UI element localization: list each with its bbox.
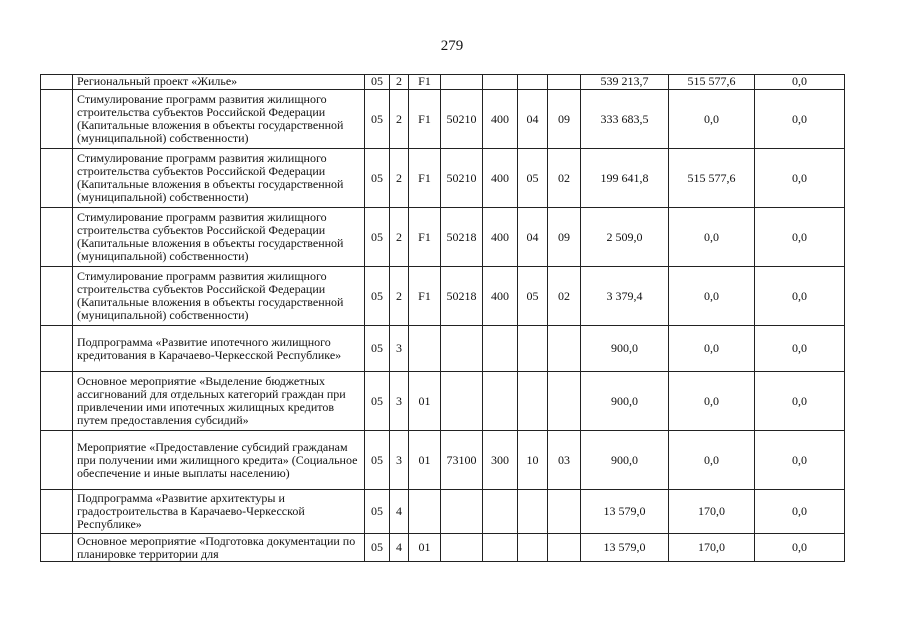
amount-year-2: 170,0 [669, 534, 755, 562]
code-event: F1 [409, 149, 441, 208]
code-direction [441, 75, 483, 90]
code-direction: 73100 [441, 431, 483, 490]
amount-year-1: 900,0 [581, 431, 669, 490]
table-row [41, 149, 845, 208]
amount-year-2: 515 577,6 [669, 149, 755, 208]
row-name: Стимулирование программ развития жилищного строительства субъектов Российской Федерации (Капитальные вложения в объекты государственной (муниципальной) собственности) [73, 267, 365, 326]
code-subprogram: 2 [390, 149, 409, 208]
amount-year-2: 0,0 [669, 326, 755, 372]
amount-year-2: 515 577,6 [669, 75, 755, 90]
row-name: Подпрограмма «Развитие ипотечного жилищного кредитования в Карачаево-Черкесской Республике» [73, 326, 365, 372]
code-expense-type: 400 [483, 149, 518, 208]
table-row [41, 208, 845, 267]
code-section: 10 [518, 431, 548, 490]
row-name: Основное мероприятие «Подготовка документации по планировке территории для [73, 534, 365, 562]
row-name: Стимулирование программ развития жилищного строительства субъектов Российской Федерации (Капитальные вложения в объекты государственной (муниципальной) собственности) [73, 149, 365, 208]
code-program: 05 [365, 326, 390, 372]
row-name: Мероприятие «Предоставление субсидий гражданам при получении ими жилищного кредита» (Социальное обеспечение и иные выплаты населению) [73, 431, 365, 490]
code-program: 05 [365, 149, 390, 208]
code-subsection [548, 326, 581, 372]
amount-year-2: 0,0 [669, 267, 755, 326]
code-event: 01 [409, 372, 441, 431]
code-section [518, 75, 548, 90]
row-number-cell [41, 208, 73, 267]
amount-year-2: 0,0 [669, 90, 755, 149]
amount-year-1: 13 579,0 [581, 534, 669, 562]
page-number: 279 [440, 38, 464, 54]
amount-year-3: 0,0 [755, 490, 845, 534]
row-number-cell [41, 534, 73, 562]
code-expense-type: 400 [483, 267, 518, 326]
code-expense-type [483, 326, 518, 372]
code-direction [441, 490, 483, 534]
row-number-cell [41, 90, 73, 149]
amount-year-1: 900,0 [581, 326, 669, 372]
code-subprogram: 3 [390, 326, 409, 372]
amount-year-3: 0,0 [755, 90, 845, 149]
code-program: 05 [365, 75, 390, 90]
code-subsection: 02 [548, 267, 581, 326]
code-section [518, 326, 548, 372]
code-program: 05 [365, 490, 390, 534]
amount-year-1: 3 379,4 [581, 267, 669, 326]
code-event [409, 326, 441, 372]
code-program: 05 [365, 534, 390, 562]
code-direction: 50210 [441, 149, 483, 208]
code-event [409, 490, 441, 534]
code-section [518, 490, 548, 534]
code-subsection: 09 [548, 90, 581, 149]
code-program: 05 [365, 267, 390, 326]
row-number-cell [41, 267, 73, 326]
code-direction: 50218 [441, 208, 483, 267]
amount-year-3: 0,0 [755, 372, 845, 431]
row-name: Основное мероприятие «Выделение бюджетных ассигнований для отдельных категорий граждан при привлечении ими ипотечных жилищных кредитов путем предоставления субсидий» [73, 372, 365, 431]
code-event: 01 [409, 534, 441, 562]
row-number-cell [41, 490, 73, 534]
code-section [518, 372, 548, 431]
amount-year-1: 199 641,8 [581, 149, 669, 208]
table-row [41, 90, 845, 149]
code-expense-type [483, 372, 518, 431]
code-expense-type: 400 [483, 90, 518, 149]
code-subprogram: 4 [390, 534, 409, 562]
code-expense-type [483, 490, 518, 534]
amount-year-3: 0,0 [755, 431, 845, 490]
code-expense-type: 300 [483, 431, 518, 490]
amount-year-3: 0,0 [755, 326, 845, 372]
code-direction: 50210 [441, 90, 483, 149]
row-number-cell [41, 431, 73, 490]
amount-year-3: 0,0 [755, 149, 845, 208]
code-direction [441, 326, 483, 372]
code-direction [441, 534, 483, 562]
code-subprogram: 2 [390, 267, 409, 326]
code-expense-type: 400 [483, 208, 518, 267]
table-row [41, 75, 845, 90]
code-event: F1 [409, 267, 441, 326]
table-row [41, 372, 845, 431]
code-expense-type [483, 75, 518, 90]
table-body [41, 75, 845, 562]
row-number-cell [41, 149, 73, 208]
code-program: 05 [365, 90, 390, 149]
code-subsection [548, 490, 581, 534]
code-direction [441, 372, 483, 431]
code-event: F1 [409, 75, 441, 90]
code-program: 05 [365, 208, 390, 267]
budget-table [40, 74, 845, 562]
amount-year-2: 0,0 [669, 372, 755, 431]
code-subsection: 02 [548, 149, 581, 208]
table-row [41, 267, 845, 326]
table-row [41, 534, 845, 562]
amount-year-2: 0,0 [669, 431, 755, 490]
amount-year-3: 0,0 [755, 534, 845, 562]
code-event: F1 [409, 208, 441, 267]
code-event: 01 [409, 431, 441, 490]
row-name: Стимулирование программ развития жилищного строительства субъектов Российской Федерации (Капитальные вложения в объекты государственной (муниципальной) собственности) [73, 208, 365, 267]
amount-year-2: 0,0 [669, 208, 755, 267]
table-row [41, 326, 845, 372]
code-subsection [548, 75, 581, 90]
code-subprogram: 2 [390, 75, 409, 90]
code-subprogram: 2 [390, 90, 409, 149]
code-subsection: 09 [548, 208, 581, 267]
code-direction: 50218 [441, 267, 483, 326]
table-row [41, 490, 845, 534]
amount-year-3: 0,0 [755, 75, 845, 90]
row-number-cell [41, 326, 73, 372]
amount-year-1: 13 579,0 [581, 490, 669, 534]
row-number-cell [41, 75, 73, 90]
code-program: 05 [365, 431, 390, 490]
code-section: 05 [518, 149, 548, 208]
row-number-cell [41, 372, 73, 431]
amount-year-1: 2 509,0 [581, 208, 669, 267]
code-subsection: 03 [548, 431, 581, 490]
code-section: 04 [518, 90, 548, 149]
code-section [518, 534, 548, 562]
amount-year-1: 539 213,7 [581, 75, 669, 90]
code-section: 04 [518, 208, 548, 267]
row-name: Региональный проект «Жилье» [73, 75, 365, 90]
row-name: Подпрограмма «Развитие архитектуры и градостроительства в Карачаево-Черкесской Республике» [73, 490, 365, 534]
code-subprogram: 3 [390, 431, 409, 490]
code-subsection [548, 372, 581, 431]
code-program: 05 [365, 372, 390, 431]
amount-year-1: 900,0 [581, 372, 669, 431]
code-subsection [548, 534, 581, 562]
code-subprogram: 4 [390, 490, 409, 534]
amount-year-1: 333 683,5 [581, 90, 669, 149]
row-name: Стимулирование программ развития жилищного строительства субъектов Российской Федерации (Капитальные вложения в объекты государственной (муниципальной) собственности) [73, 90, 365, 149]
amount-year-2: 170,0 [669, 490, 755, 534]
amount-year-3: 0,0 [755, 208, 845, 267]
amount-year-3: 0,0 [755, 267, 845, 326]
table-row [41, 431, 845, 490]
code-subprogram: 3 [390, 372, 409, 431]
code-expense-type [483, 534, 518, 562]
code-subprogram: 2 [390, 208, 409, 267]
code-section: 05 [518, 267, 548, 326]
code-event: F1 [409, 90, 441, 149]
